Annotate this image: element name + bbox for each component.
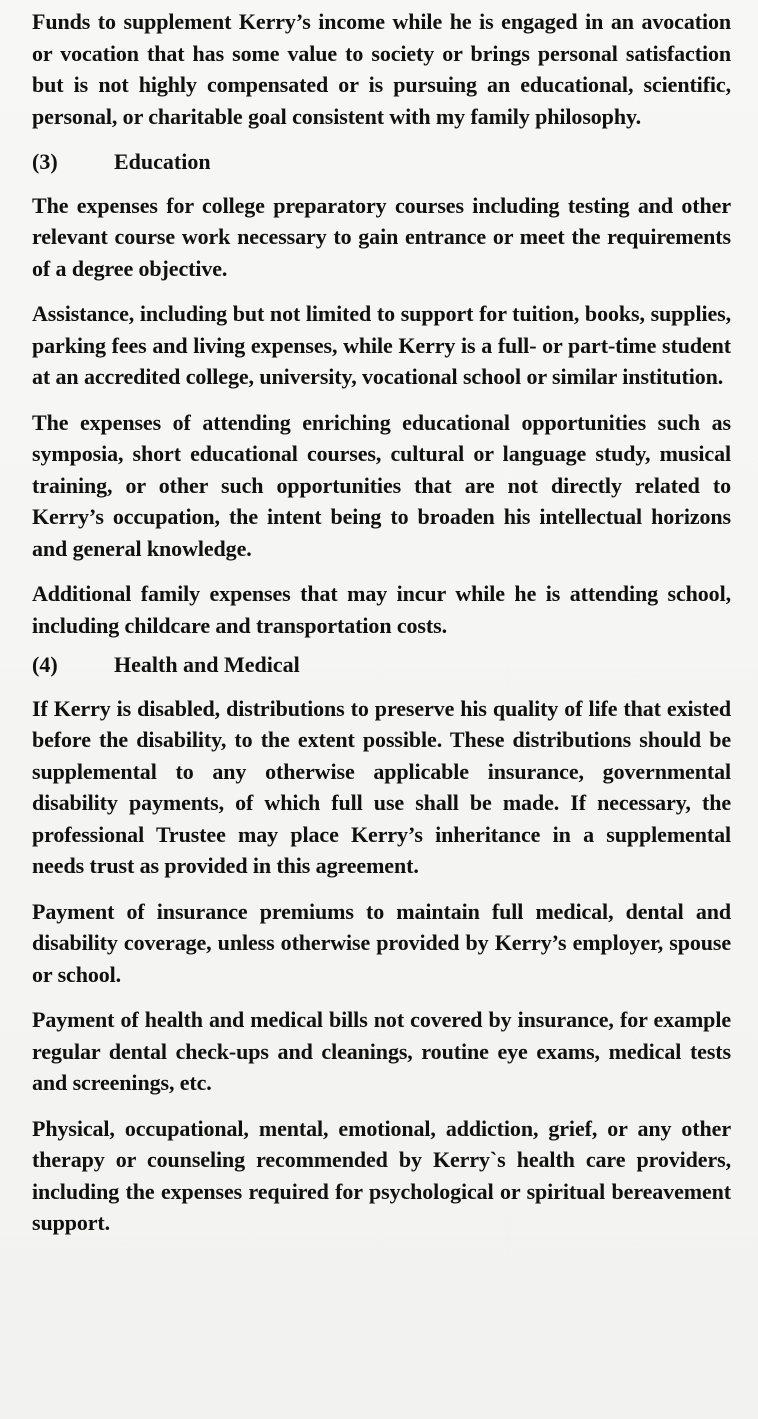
education-paragraph: The expenses of attending enriching educational opportunities such as symposia, short educational courses, cultural or language study, musical training, or other such opportunities that are not directly related to Kerry’s occupation, the intent being to broaden his intellectual horizons and general knowledge. bbox=[32, 409, 731, 561]
section-title: Health and Medical bbox=[114, 652, 300, 677]
section-number: (4) bbox=[32, 652, 58, 677]
section-heading-education bbox=[32, 146, 731, 178]
health-paragraph: If Kerry is disabled, distributions to preserve his quality of life that existed before the disability, to the extent possible. These distributions should be supplemental to any otherwise applicable insurance, governmental disability payments, of which full use shall be made. If necessary, the professional Trustee may place Kerry’s inheritance in a supplemental needs trust as provided in this agreement. bbox=[32, 695, 731, 878]
intro-paragraph: Funds to supplement Kerry’s income while he is engaged in an avocation or vocation that has some value to society or brings personal satisfaction but is not highly compensated or is pursuing an educational, scientific, personal, or charitable goal consistent with my family philosophy. bbox=[32, 9, 731, 129]
education-paragraph: The expenses for college preparatory courses including testing and other relevant course work necessary to gain entrance or meet the requirements of a degree objective. bbox=[32, 192, 731, 281]
education-paragraph: Assistance, including but not limited to support for tuition, books, supplies, parking fees and living expenses, while Kerry is a full- or part-time student at an accredited college, university, vocational school or similar institution. bbox=[32, 301, 731, 389]
section-heading-health bbox=[32, 649, 731, 681]
health-paragraph: Payment of health and medical bills not covered by insurance, for example regular dental check-ups and cleanings, routine eye exams, medical tests and screenings, etc. bbox=[32, 1007, 731, 1095]
section-title: Education bbox=[114, 149, 211, 174]
health-paragraph: Physical, occupational, mental, emotional, addiction, grief, or any other therapy or counseling recommended by Kerry`s health care providers, including the expenses required for psychological or spiritual bereavement support. bbox=[32, 1115, 731, 1235]
education-paragraph: Additional family expenses that may incur while he is attending school, including childcare and transportation costs. bbox=[32, 581, 731, 638]
section-number: (3) bbox=[32, 149, 58, 174]
health-paragraph: Payment of insurance premiums to maintain full medical, dental and disability coverage, unless otherwise provided by Kerry’s employer, spouse or school. bbox=[32, 898, 731, 987]
